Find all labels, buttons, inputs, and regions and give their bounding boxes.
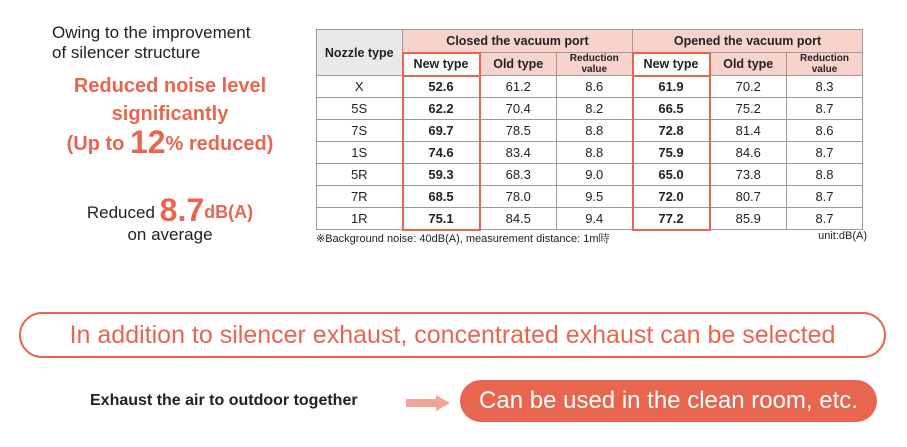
reduced-pre: (Up to — [66, 133, 130, 155]
closed-new-cell: 59.3 — [403, 164, 480, 186]
opened-old-cell: 73.8 — [710, 164, 787, 186]
exhaust-outdoor-text: Exhaust the air to outdoor together — [90, 392, 358, 409]
closed-reduction-cell: 8.6 — [557, 76, 633, 98]
nozzle-cell: 7R — [317, 186, 403, 208]
closed-old-cell: 84.5 — [480, 208, 557, 230]
closed-old-cell: 78.0 — [480, 186, 557, 208]
reduced-line-3 — [0, 124, 340, 160]
avg-line-2: on average — [127, 225, 213, 244]
closed-reduction-cell: 9.5 — [557, 186, 633, 208]
concentrated-exhaust-banner: In addition to silencer exhaust, concentrated exhaust can be selected — [19, 312, 886, 358]
clean-room-pill: Can be used in the clean room, etc. — [460, 380, 877, 422]
opened-reduction-cell: 8.7 — [787, 186, 863, 208]
opened-new-type-header: New type — [633, 53, 710, 76]
opened-new-cell: 61.9 — [633, 76, 710, 98]
nozzle-cell: 1R — [317, 208, 403, 230]
closed-new-cell: 74.6 — [403, 142, 480, 164]
closed-reduction-cell: 8.8 — [557, 120, 633, 142]
closed-old-type-header: Old type — [480, 53, 557, 76]
avg-unit: dB(A) — [204, 202, 254, 222]
arrow-right-icon — [406, 395, 450, 411]
avg-number: 8.7 — [159, 192, 205, 228]
opened-port-header: Opened the vacuum port — [633, 30, 863, 53]
closed-old-cell: 70.4 — [480, 98, 557, 120]
closed-new-cell: 75.1 — [403, 208, 480, 230]
table-row — [317, 120, 863, 142]
opened-reduction-cell: 8.8 — [787, 164, 863, 186]
closed-reduction-cell: 9.4 — [557, 208, 633, 230]
opened-new-cell: 75.9 — [633, 142, 710, 164]
opened-new-cell: 77.2 — [633, 208, 710, 230]
closed-old-cell: 83.4 — [480, 142, 557, 164]
nozzle-cell: 5R — [317, 164, 403, 186]
closed-port-header: Closed the vacuum port — [403, 30, 633, 53]
opened-reduction-cell: 8.6 — [787, 120, 863, 142]
opened-old-cell: 75.2 — [710, 98, 787, 120]
nozzle-cell: 1S — [317, 142, 403, 164]
closed-new-cell: 69.7 — [403, 120, 480, 142]
intro-text — [52, 23, 250, 63]
closed-old-cell: 68.3 — [480, 164, 557, 186]
closed-reduction-cell: 8.2 — [557, 98, 633, 120]
opened-new-cell: 72.0 — [633, 186, 710, 208]
closed-old-cell: 61.2 — [480, 76, 557, 98]
nozzle-type-header: Nozzle type — [317, 30, 403, 76]
intro-line-2: of silencer structure — [52, 43, 201, 62]
opened-old-cell: 85.9 — [710, 208, 787, 230]
nozzle-cell: X — [317, 76, 403, 98]
opened-old-cell: 84.6 — [710, 142, 787, 164]
table-footnote: ※Background noise: 40dB(A), measurement distance: 1m時 — [316, 233, 610, 245]
closed-new-type-header: New type — [403, 53, 480, 76]
table-row — [317, 76, 863, 98]
table-row — [317, 208, 863, 230]
average-reduction — [0, 192, 340, 245]
nozzle-cell: 5S — [317, 98, 403, 120]
table-row — [317, 98, 863, 120]
opened-new-cell: 65.0 — [633, 164, 710, 186]
reduced-noise-headline — [0, 72, 340, 158]
opened-new-cell: 72.8 — [633, 120, 710, 142]
closed-new-cell: 68.5 — [403, 186, 480, 208]
closed-old-cell: 78.5 — [480, 120, 557, 142]
reduced-line-1: Reduced noise level — [73, 75, 267, 97]
reduced-percent: 12 — [129, 124, 166, 160]
opened-reduction-header: Reduction value — [787, 53, 863, 76]
opened-old-cell: 80.7 — [710, 186, 787, 208]
opened-new-cell: 66.5 — [633, 98, 710, 120]
opened-old-cell: 81.4 — [710, 120, 787, 142]
reduced-post: % reduced) — [165, 133, 274, 155]
opened-reduction-cell: 8.7 — [787, 208, 863, 230]
opened-reduction-cell: 8.3 — [787, 76, 863, 98]
avg-pre: Reduced — [86, 203, 160, 222]
closed-reduction-cell: 8.8 — [557, 142, 633, 164]
unit-label: unit:dB(A) — [818, 230, 867, 242]
closed-reduction-cell: 9.0 — [557, 164, 633, 186]
table-row — [317, 142, 863, 164]
table-row — [317, 186, 863, 208]
noise-table — [316, 29, 863, 231]
table-row — [317, 164, 863, 186]
closed-reduction-header: Reduction value — [557, 53, 633, 76]
opened-old-cell: 70.2 — [710, 76, 787, 98]
closed-new-cell: 52.6 — [403, 76, 480, 98]
opened-reduction-cell: 8.7 — [787, 142, 863, 164]
reduced-line-2: significantly — [111, 103, 229, 125]
opened-old-type-header: Old type — [710, 53, 787, 76]
nozzle-cell: 7S — [317, 120, 403, 142]
intro-line-1: Owing to the improvement — [52, 23, 251, 42]
closed-new-cell: 62.2 — [403, 98, 480, 120]
opened-reduction-cell: 8.7 — [787, 98, 863, 120]
